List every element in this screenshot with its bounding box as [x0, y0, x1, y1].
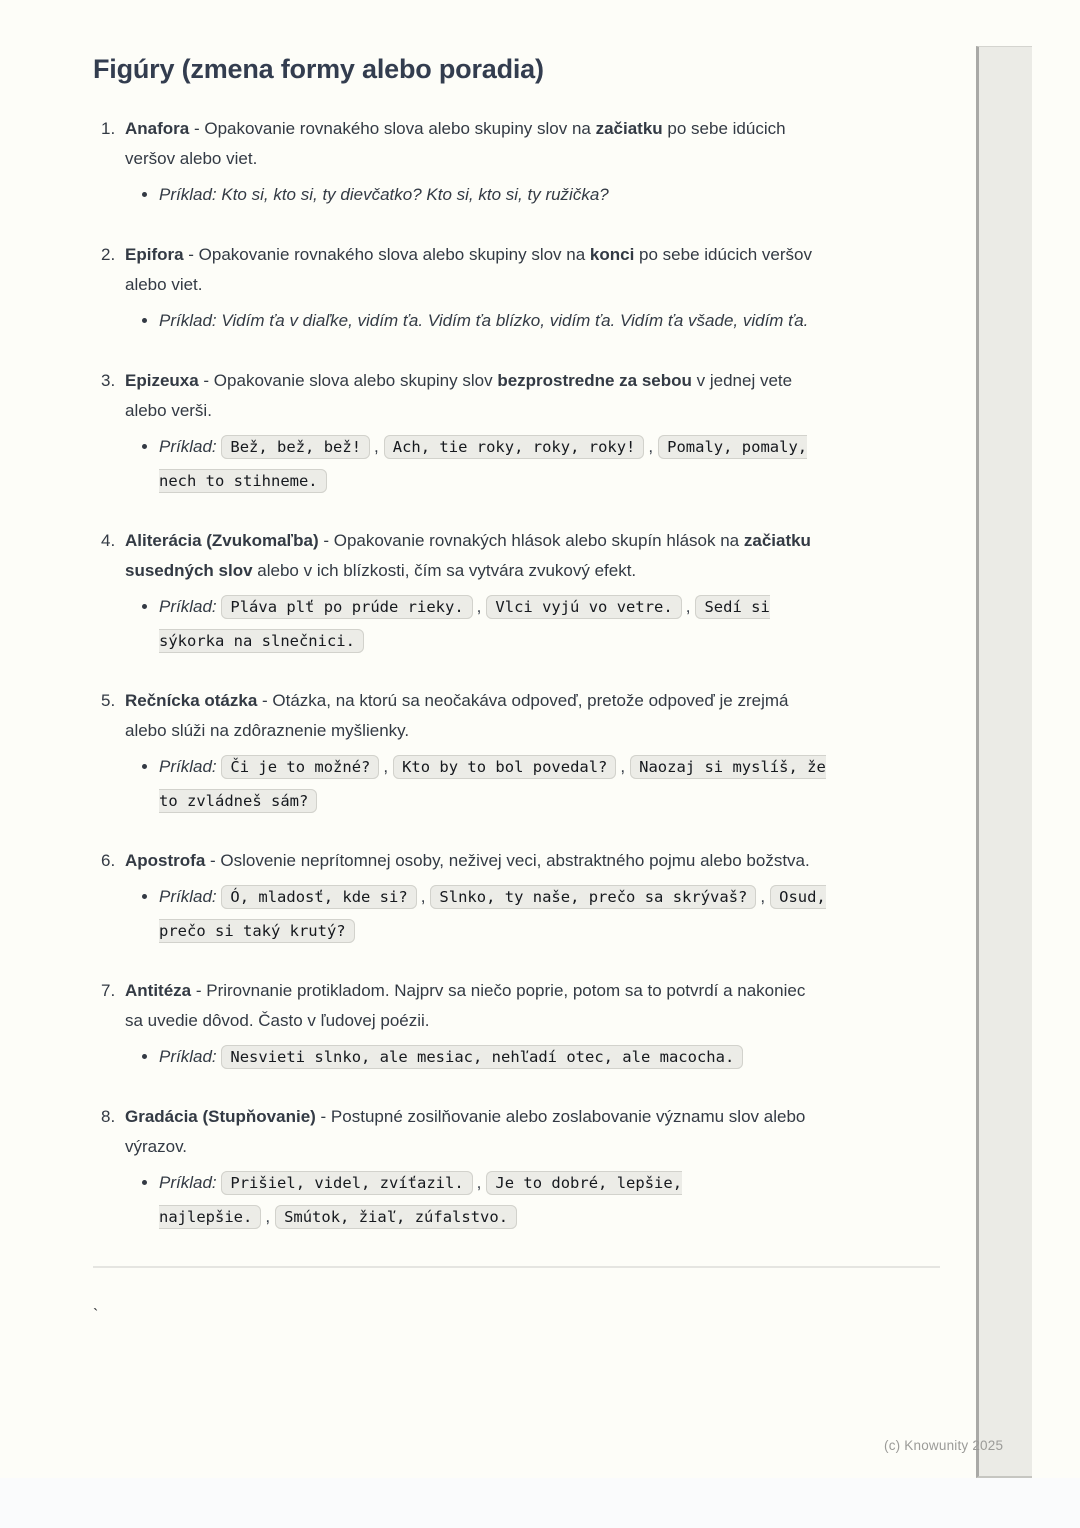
description-text: - Oslovenie neprítomnej osoby, neživej veci, abstraktného pojmu alebo božstva.: [205, 851, 810, 870]
example-item: [159, 304, 827, 338]
example-label: Príklad:: [159, 1173, 217, 1192]
example-list: [125, 880, 853, 948]
example-item: [159, 1040, 827, 1074]
example-separator: ,: [476, 597, 482, 616]
item-number: 3.: [101, 371, 116, 390]
figure-item: [101, 366, 853, 498]
figure-description: [125, 366, 815, 426]
figure-description: [125, 114, 815, 174]
item-number: 2.: [101, 245, 116, 264]
example-separator: ,: [648, 437, 654, 456]
example-label: Príklad:: [159, 437, 217, 456]
figure-term: Aliterácia (Zvukomaľba): [125, 531, 319, 550]
figure-description: [125, 846, 815, 876]
item-body: [125, 366, 853, 498]
figure-description: [125, 1102, 815, 1162]
figure-item: [101, 114, 853, 212]
example-item: [159, 590, 827, 658]
example-list: [125, 430, 853, 498]
description-text: - Opakovanie rovnakých hlások alebo skupín hlások na: [318, 531, 744, 550]
example-text: Vidím ťa v diaľke, vidím ťa. Vidím ťa blízko, vidím ťa. Vidím ťa všade, vidím ťa.: [221, 311, 809, 330]
page-content: [93, 52, 853, 1326]
figure-list: [93, 114, 853, 1234]
figure-item: [101, 846, 853, 948]
example-code-chip: Osud, prečo si taký krutý?: [159, 885, 826, 943]
item-body: [125, 1102, 853, 1234]
example-item: [159, 430, 827, 498]
example-separator: ,: [760, 887, 766, 906]
copyright-watermark: (c) Knowunity 2025: [884, 1438, 1004, 1453]
figure-term: Gradácia (Stupňovanie): [125, 1107, 316, 1126]
item-number: 8.: [101, 1107, 116, 1126]
item-body: [125, 846, 853, 948]
example-code-chip: Pomaly, pomaly, nech to stihneme.: [159, 435, 807, 493]
figure-term: Rečnícka otázka: [125, 691, 258, 710]
description-text: - Opakovanie rovnakého slova alebo skupiny slov na: [189, 119, 596, 138]
description-text: - Otázka, na ktorú sa neočakáva odpoveď, pretože odpoveď je zrejmá alebo slúži na zdôraznenie myšlienky.: [125, 691, 789, 740]
example-code-chip: Či je to možné?: [221, 755, 379, 779]
footnote-backtick: `: [93, 1307, 99, 1324]
example-label: Príklad:: [159, 1047, 217, 1066]
example-code-chip: Ach, tie roky, roky, roky!: [384, 435, 645, 459]
example-separator: ,: [383, 757, 389, 776]
page-bottom-band: [0, 1478, 1080, 1528]
figure-term: Anafora: [125, 119, 190, 138]
figure-item: [101, 526, 853, 658]
example-code-chip: Nesvieti slnko, ale mesiac, nehľadí otec, ale macocha.: [221, 1045, 743, 1069]
example-code-chip: Ó, mladosť, kde si?: [221, 885, 416, 909]
example-separator: ,: [420, 887, 426, 906]
page-title: Figúry (zmena formy alebo poradia): [93, 54, 544, 84]
figure-term: začiatku: [595, 119, 663, 138]
figure-term: začiatku susedných slov: [125, 531, 811, 580]
description-text: po sebe idúcich veršov alebo viet.: [125, 119, 786, 168]
example-list: [125, 304, 853, 338]
figure-term: konci: [589, 245, 635, 264]
next-page-edge: [976, 46, 1032, 1478]
example-list: [125, 1166, 853, 1234]
example-label: Príklad:: [159, 887, 217, 906]
example-code-chip: Pláva plť po prúde rieky.: [221, 595, 472, 619]
example-text: Kto si, kto si, ty dievčatko? Kto si, kto si, ty ružička?: [221, 185, 609, 204]
figure-term: Epizeuxa: [125, 371, 199, 390]
figure-term: Antitéza: [125, 981, 192, 1000]
figure-item: [101, 976, 853, 1074]
example-label: Príklad:: [159, 597, 217, 616]
example-item: [159, 1166, 827, 1234]
figure-term: bezprostredne za sebou: [497, 371, 692, 390]
description-text: v jednej vete alebo verši.: [125, 371, 793, 420]
description-text: po sebe idúcich veršov alebo viet.: [125, 245, 812, 294]
description-text: - Opakovanie rovnakého slova alebo skupiny slov na: [183, 245, 590, 264]
figure-item: [101, 686, 853, 818]
example-label: Príklad:: [159, 757, 217, 776]
item-body: [125, 686, 853, 818]
example-separator: ,: [685, 597, 691, 616]
example-list: [125, 590, 853, 658]
figure-description: [125, 976, 815, 1036]
description-text: - Postupné zosilňovanie alebo zoslabovanie významu slov alebo výrazov.: [125, 1107, 806, 1156]
item-number: 1.: [101, 119, 116, 138]
item-number: 5.: [101, 691, 116, 710]
example-separator: ,: [620, 757, 626, 776]
description-text: alebo v ich blízkosti, čím sa vytvára zvukový efekt.: [252, 561, 637, 580]
figure-description: [125, 240, 815, 300]
figure-item: [101, 1102, 853, 1234]
item-body: [125, 240, 853, 338]
item-number: 7.: [101, 981, 116, 1000]
example-label: Príklad:: [159, 311, 217, 330]
example-code-chip: Sedí si sýkorka na slnečnici.: [159, 595, 770, 653]
figure-item: [101, 240, 853, 338]
figure-description: [125, 526, 815, 586]
example-list: [125, 750, 853, 818]
figure-term: Apostrofa: [125, 851, 206, 870]
example-code-chip: Vlci vyjú vo vetre.: [486, 595, 681, 619]
example-item: [159, 750, 827, 818]
figure-description: [125, 686, 815, 746]
example-separator: ,: [476, 1173, 482, 1192]
example-code-chip: Prišiel, videl, zvíťazil.: [221, 1171, 472, 1195]
description-text: - Opakovanie slova alebo skupiny slov: [198, 371, 498, 390]
item-number: 4.: [101, 531, 116, 550]
example-code-chip: Kto by to bol povedal?: [393, 755, 616, 779]
example-code-chip: Smútok, žiaľ, zúfalstvo.: [275, 1205, 517, 1229]
item-body: [125, 114, 853, 212]
item-body: [125, 976, 853, 1074]
item-body: [125, 526, 853, 658]
item-number: 6.: [101, 851, 116, 870]
example-code-chip: Slnko, ty naše, prečo sa skrývaš?: [430, 885, 756, 909]
example-code-chip: Je to dobré, lepšie, najlepšie.: [159, 1171, 682, 1229]
example-code-chip: Bež, bež, bež!: [221, 435, 370, 459]
example-code-chip: Naozaj si myslíš, že to zvládneš sám?: [159, 755, 826, 813]
example-separator: ,: [374, 437, 379, 456]
example-list: [125, 178, 853, 212]
description-text: - Prirovnanie protikladom. Najprv sa niečo poprie, potom sa to potvrdí a nakoniec sa uvedie dôvod. Často v ľudovej poézii.: [125, 981, 806, 1030]
section-divider: [93, 1266, 940, 1268]
example-list: [125, 1040, 853, 1074]
example-item: [159, 178, 827, 212]
example-item: [159, 880, 827, 948]
figure-term: Epifora: [125, 245, 184, 264]
example-separator: ,: [265, 1207, 271, 1226]
example-label: Príklad:: [159, 185, 217, 204]
